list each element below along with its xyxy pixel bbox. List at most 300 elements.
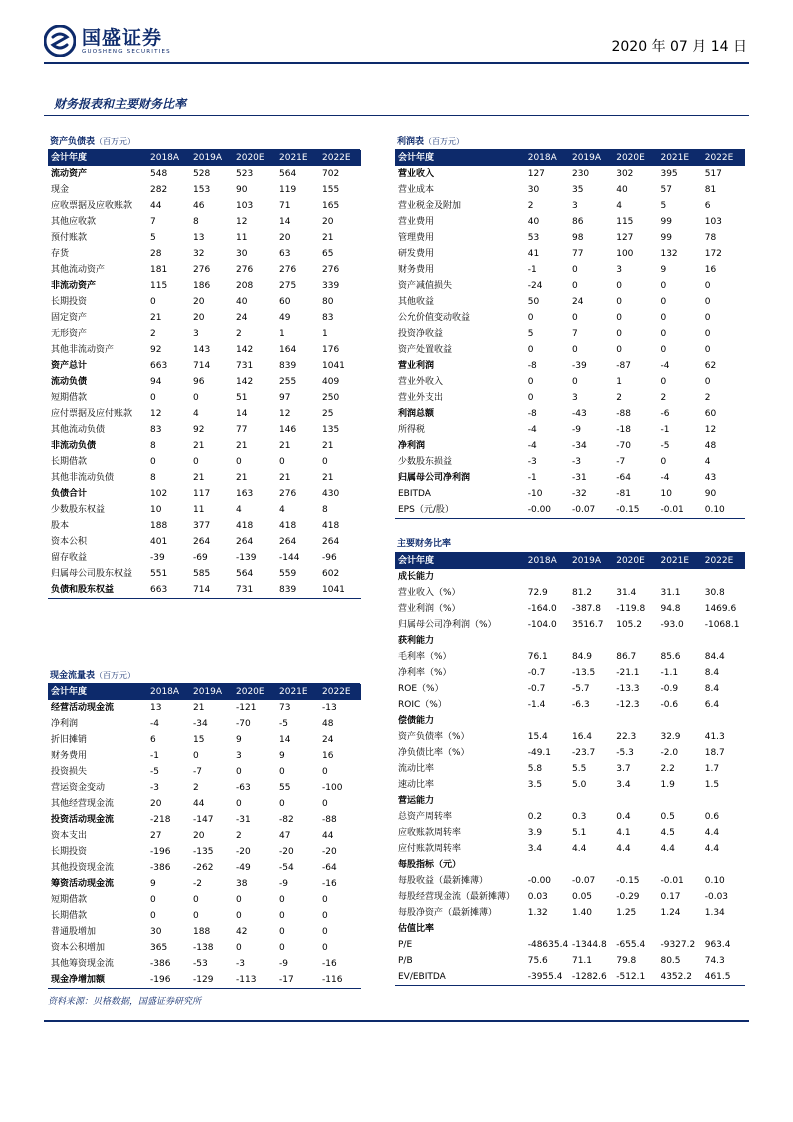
header-year-cell: 2022E <box>704 153 734 163</box>
value-cell: -147 <box>193 815 214 825</box>
value-cell: 44 <box>322 831 334 841</box>
value-cell: -116 <box>318 972 361 989</box>
row-label: 营业收入（%） <box>398 588 461 598</box>
table-row <box>395 889 745 905</box>
value-cell: 31.4 <box>616 588 637 598</box>
value-cell: 9 <box>660 265 667 275</box>
value-cell: 663 <box>150 361 168 371</box>
row-label: 其他流动资产 <box>51 265 106 275</box>
value-cell: 276 <box>322 265 340 275</box>
table-row <box>48 486 361 502</box>
value-cell: 132 <box>660 249 678 259</box>
value-cell: 1.5 <box>704 780 720 790</box>
value-cell: 0 <box>193 751 199 761</box>
value-cell: 5.8 <box>527 764 543 774</box>
value-cell: 40 <box>616 185 628 195</box>
table-row <box>395 665 745 681</box>
value-cell: 83 <box>150 425 162 435</box>
value-cell: 1041 <box>322 361 345 371</box>
row-label: 其他经营现金流 <box>51 799 115 809</box>
value-cell: 0 <box>279 911 285 921</box>
value-cell <box>524 633 568 649</box>
table-row <box>395 569 745 585</box>
value-cell: 5.5 <box>571 764 587 774</box>
value-cell: -82 <box>279 815 294 825</box>
value-cell: 86.7 <box>616 652 637 662</box>
row-label: P/E <box>398 940 413 950</box>
value-cell: 115 <box>150 281 168 291</box>
row-label: ROE（%） <box>398 684 444 694</box>
value-cell: -512.1 <box>612 969 656 986</box>
value-cell: 1.32 <box>527 908 548 918</box>
value-cell: 0 <box>660 345 667 355</box>
row-label: 其他收益 <box>398 297 435 307</box>
value-cell: 0 <box>193 457 199 467</box>
value-cell <box>524 713 568 729</box>
value-cell: 21 <box>236 473 248 483</box>
value-cell: 3 <box>236 751 242 761</box>
value-cell: -386 <box>150 959 171 969</box>
value-cell: -1 <box>527 473 537 483</box>
value-cell: 28 <box>150 249 162 259</box>
value-cell: 0 <box>279 799 285 809</box>
table-row <box>48 956 361 972</box>
value-cell: 5 <box>527 329 534 339</box>
value-cell: 0 <box>660 281 667 291</box>
value-cell: -6 <box>660 409 670 419</box>
value-cell: 401 <box>150 537 168 547</box>
row-label: 其他非流动资产 <box>51 345 115 355</box>
table-row <box>48 278 361 294</box>
row-label: 长期借款 <box>51 457 88 467</box>
table-row <box>395 681 745 697</box>
value-cell: 8 <box>322 505 328 515</box>
value-cell: 0 <box>150 393 156 403</box>
value-cell: 0 <box>150 895 156 905</box>
value-cell: -2 <box>193 879 202 889</box>
value-cell: 0 <box>193 895 199 905</box>
value-cell: 0 <box>322 799 328 809</box>
value-cell: -0.9 <box>660 684 679 694</box>
row-label: EBITDA <box>398 489 431 499</box>
value-cell: 0 <box>527 313 534 323</box>
value-cell <box>656 793 700 809</box>
header-year-cell: 2018A <box>150 687 180 697</box>
value-cell: 18.7 <box>704 748 725 758</box>
value-cell: 0 <box>279 767 285 777</box>
value-cell: 559 <box>279 569 297 579</box>
table-row <box>395 649 745 665</box>
table-row <box>48 582 361 599</box>
value-cell: 4352.2 <box>656 969 700 986</box>
value-cell: -5.7 <box>571 684 590 694</box>
value-cell: 16 <box>322 751 334 761</box>
value-cell: 40 <box>527 217 540 227</box>
value-cell: 21 <box>279 441 291 451</box>
header-year-cell: 2021E <box>660 153 690 163</box>
table-row <box>395 761 745 777</box>
value-cell: -31 <box>236 815 251 825</box>
value-cell: -20 <box>236 847 251 857</box>
row-label: 其他应收款 <box>51 217 97 227</box>
value-cell: 81 <box>704 185 717 195</box>
value-cell <box>612 857 656 873</box>
value-cell: 92 <box>193 425 205 435</box>
value-cell <box>612 713 656 729</box>
table-row <box>48 876 361 892</box>
row-label: 归属母公司净利润（%） <box>398 620 497 630</box>
value-cell: -0.15 <box>612 502 656 519</box>
table-row <box>48 764 361 780</box>
table-row <box>48 182 361 198</box>
value-cell: -8 <box>527 409 537 419</box>
table-row <box>395 617 745 633</box>
row-label: 财务费用 <box>398 265 435 275</box>
row-label: 流动资产 <box>51 169 88 179</box>
value-cell: 75.6 <box>527 956 548 966</box>
value-cell: 103 <box>236 201 254 211</box>
table-row <box>395 294 745 310</box>
logo-name-en: GUOSHENG SECURITIES <box>82 48 171 55</box>
value-cell <box>656 633 700 649</box>
value-cell: 164 <box>279 345 297 355</box>
value-cell: 44 <box>193 799 205 809</box>
table-row <box>48 812 361 828</box>
value-cell: -18 <box>616 425 631 435</box>
table-row <box>48 422 361 438</box>
row-label: 留存收益 <box>51 553 88 563</box>
value-cell: 2 <box>236 329 242 339</box>
table-row <box>48 748 361 764</box>
value-cell: 6 <box>704 201 711 211</box>
table-row <box>48 438 361 454</box>
header-year-cell: 2020E <box>616 556 645 566</box>
value-cell: 9 <box>150 879 156 889</box>
value-cell: 127 <box>616 233 634 243</box>
value-cell: -43 <box>571 409 587 419</box>
row-label: P/B <box>398 956 413 966</box>
table-row <box>395 358 745 374</box>
value-cell: 44 <box>150 201 162 211</box>
value-cell: 4.4 <box>704 844 720 854</box>
value-cell: 71 <box>279 201 291 211</box>
header-year-cell: 2019A <box>193 153 223 163</box>
value-cell: -9 <box>571 425 581 435</box>
row-label: 存货 <box>51 249 70 259</box>
value-cell: 8 <box>193 217 199 227</box>
row-label: 所得税 <box>398 425 426 435</box>
row-label: 其他筹资现金流 <box>51 959 115 969</box>
value-cell: -12.3 <box>616 700 640 710</box>
row-label: 负债合计 <box>51 489 88 499</box>
table-row <box>395 182 745 198</box>
value-cell: 0 <box>150 457 156 467</box>
value-cell: 5 <box>660 201 667 211</box>
table-row <box>48 166 361 182</box>
table-row <box>48 214 361 230</box>
value-cell: 0 <box>322 927 328 937</box>
value-cell: 0 <box>660 297 667 307</box>
value-cell: 1.25 <box>616 908 637 918</box>
value-cell: -0.7 <box>527 668 546 678</box>
value-cell: 94 <box>150 377 162 387</box>
value-cell: 30 <box>150 927 162 937</box>
table-row <box>395 326 745 342</box>
value-cell: 275 <box>279 281 297 291</box>
row-label: 营运能力 <box>398 796 435 806</box>
value-cell: 0 <box>571 281 578 291</box>
value-cell: 0 <box>150 911 156 921</box>
value-cell: 10 <box>150 505 162 515</box>
value-cell: -4 <box>150 719 159 729</box>
table-row <box>395 729 745 745</box>
table-row <box>48 940 361 956</box>
value-cell: 14 <box>279 217 291 227</box>
value-cell: 264 <box>322 537 340 547</box>
value-cell <box>568 633 612 649</box>
value-cell: -4 <box>527 425 537 435</box>
row-label: 归属母公司股东权益 <box>51 569 133 579</box>
value-cell: 0 <box>704 313 711 323</box>
value-cell: 11 <box>236 233 248 243</box>
row-label: 长期投资 <box>51 297 88 307</box>
value-cell: 564 <box>236 569 254 579</box>
row-label: 其他投资现金流 <box>51 863 115 873</box>
value-cell: -24 <box>527 281 543 291</box>
value-cell: -0.01 <box>656 502 700 519</box>
value-cell: 0 <box>279 927 285 937</box>
value-cell: 0.05 <box>571 892 593 902</box>
value-cell: 41 <box>527 249 540 259</box>
value-cell: -23.7 <box>571 748 596 758</box>
table-row <box>48 860 361 876</box>
header-label-cell: 会计年度 <box>398 153 435 163</box>
value-cell: 4.5 <box>660 828 675 838</box>
footer-divider <box>44 1020 749 1022</box>
value-cell <box>701 857 745 873</box>
value-cell: 5.0 <box>571 780 587 790</box>
value-cell: -54 <box>279 863 294 873</box>
value-cell: -34 <box>193 719 208 729</box>
value-cell: 0 <box>236 457 242 467</box>
value-cell: 839 <box>279 361 297 371</box>
value-cell: 4.4 <box>571 844 587 854</box>
value-cell: 0 <box>571 313 578 323</box>
table-row <box>395 585 745 601</box>
value-cell: 5 <box>150 233 156 243</box>
value-cell: 57 <box>660 185 672 195</box>
header-label-cell: 会计年度 <box>51 153 88 163</box>
header-year-cell: 2019A <box>571 556 602 566</box>
logo-name-cn: 国盛证券 <box>82 26 163 49</box>
value-cell: 0.10 <box>704 876 725 886</box>
value-cell: 1 <box>279 329 285 339</box>
row-label: 净利润 <box>398 441 426 451</box>
value-cell: 0 <box>571 265 578 275</box>
value-cell: 55 <box>279 783 291 793</box>
table-row <box>395 278 745 294</box>
cash-flow-title: 现金流量表（百万元） <box>48 668 360 684</box>
value-cell <box>568 569 612 585</box>
value-cell: 548 <box>150 169 168 179</box>
value-cell: 72.9 <box>527 588 548 598</box>
value-cell: -121 <box>236 703 257 713</box>
value-cell: 81.2 <box>571 588 593 598</box>
value-cell: 16.4 <box>571 732 593 742</box>
value-cell: 90 <box>704 489 717 499</box>
row-label: 偿债能力 <box>398 716 435 726</box>
value-cell: -0.7 <box>527 684 546 694</box>
value-cell: 517 <box>704 169 722 179</box>
value-cell: 4.4 <box>616 844 631 854</box>
value-cell: -16 <box>322 959 337 969</box>
value-cell: 48 <box>322 719 334 729</box>
value-cell: -32 <box>571 489 587 499</box>
value-cell: -31 <box>571 473 587 483</box>
value-cell: -39 <box>571 361 587 371</box>
value-cell: 14 <box>236 409 248 419</box>
row-label: 成长能力 <box>398 572 435 582</box>
value-cell: -48635.4 <box>527 940 568 950</box>
value-cell: 714 <box>193 361 211 371</box>
value-cell: 276 <box>236 265 254 275</box>
value-cell: 21 <box>193 441 205 451</box>
value-cell: -9 <box>279 879 288 889</box>
value-cell: 80 <box>322 297 334 307</box>
table-row <box>48 374 361 390</box>
value-cell: -5 <box>279 719 288 729</box>
value-cell <box>568 793 612 809</box>
value-cell: 51 <box>236 393 248 403</box>
value-cell: 3 <box>616 265 622 275</box>
row-label: 无形资产 <box>51 329 88 339</box>
value-cell: -70 <box>616 441 631 451</box>
value-cell <box>568 713 612 729</box>
value-cell: 12 <box>236 217 248 227</box>
table-row <box>395 438 745 454</box>
value-cell: 16 <box>704 265 717 275</box>
value-cell: 12 <box>279 409 291 419</box>
table-row <box>48 550 361 566</box>
value-cell: 230 <box>571 169 590 179</box>
row-label: 营业利润（%） <box>398 604 461 614</box>
value-cell: -5 <box>150 767 159 777</box>
value-cell: -0.00 <box>524 502 568 519</box>
value-cell: 1041 <box>318 582 361 599</box>
table-row <box>48 780 361 796</box>
table-row <box>48 502 361 518</box>
value-cell: 21 <box>322 473 334 483</box>
header-year-cell: 2020E <box>616 153 645 163</box>
value-cell: -1 <box>660 425 670 435</box>
value-cell: 663 <box>146 582 189 599</box>
header-label-cell: 会计年度 <box>51 687 88 697</box>
value-cell: 4 <box>236 505 242 515</box>
value-cell: 4.4 <box>660 844 675 854</box>
table-row <box>48 518 361 534</box>
table-row <box>395 713 745 729</box>
table-row <box>48 294 361 310</box>
value-cell: 0 <box>236 767 242 777</box>
row-label: 经营活动现金流 <box>51 703 115 713</box>
table-row <box>395 697 745 713</box>
value-cell: -655.4 <box>616 940 646 950</box>
value-cell: 15.4 <box>527 732 548 742</box>
value-cell: -104.0 <box>527 620 557 630</box>
value-cell: 963.4 <box>704 940 731 950</box>
value-cell: 264 <box>193 537 211 547</box>
value-cell: 3 <box>193 329 199 339</box>
value-cell <box>524 793 568 809</box>
value-cell: 0 <box>616 281 622 291</box>
value-cell: 8.4 <box>704 668 720 678</box>
value-cell: -100 <box>322 783 343 793</box>
row-label: 流动负债 <box>51 377 88 387</box>
value-cell: 49 <box>279 313 291 323</box>
value-cell: 65 <box>322 249 334 259</box>
value-cell: 0.5 <box>660 812 675 822</box>
table-row <box>395 809 745 825</box>
row-label: 投资损失 <box>51 767 88 777</box>
row-label: 营业费用 <box>398 217 435 227</box>
table-row <box>395 310 745 326</box>
row-label: 固定资产 <box>51 313 88 323</box>
value-cell: -81 <box>616 489 631 499</box>
value-cell <box>612 633 656 649</box>
value-cell: 8 <box>150 441 156 451</box>
value-cell: 83 <box>322 313 334 323</box>
value-cell: 430 <box>322 489 340 499</box>
value-cell: 3.5 <box>527 780 543 790</box>
value-cell: -17 <box>275 972 318 989</box>
row-label: 估值比率 <box>398 924 435 934</box>
value-cell: 11 <box>193 505 205 515</box>
value-cell: 585 <box>193 569 211 579</box>
value-cell: -6.3 <box>571 700 590 710</box>
value-cell: 551 <box>150 569 168 579</box>
value-cell: 2 <box>660 393 667 403</box>
value-cell: 85.6 <box>660 652 681 662</box>
value-cell: -69 <box>193 553 208 563</box>
row-label: 资本公积 <box>51 537 88 547</box>
table-row <box>48 534 361 550</box>
value-cell: 0 <box>571 377 578 387</box>
value-cell: 31.1 <box>660 588 681 598</box>
value-cell: 62 <box>704 361 717 371</box>
value-cell: 176 <box>322 345 340 355</box>
row-label: EPS（元/股） <box>395 502 524 519</box>
value-cell: -34 <box>571 441 587 451</box>
row-label: 筹资活动现金流 <box>51 879 115 889</box>
table-row <box>395 873 745 889</box>
table-row <box>395 470 745 486</box>
value-cell: 41.3 <box>704 732 725 742</box>
value-cell: 461.5 <box>701 969 745 986</box>
table-row <box>395 246 745 262</box>
value-cell: 0 <box>236 799 242 809</box>
row-label: 营业收入 <box>398 169 435 179</box>
value-cell: 0 <box>279 943 285 953</box>
value-cell: 90 <box>236 185 248 195</box>
value-cell: 0 <box>236 943 242 953</box>
value-cell: -164.0 <box>527 604 557 614</box>
table-row <box>395 390 745 406</box>
value-cell: 188 <box>193 927 211 937</box>
value-cell: -0.6 <box>660 700 679 710</box>
value-cell: 53 <box>527 233 540 243</box>
value-cell: 418 <box>279 521 297 531</box>
value-cell: 165 <box>322 201 340 211</box>
